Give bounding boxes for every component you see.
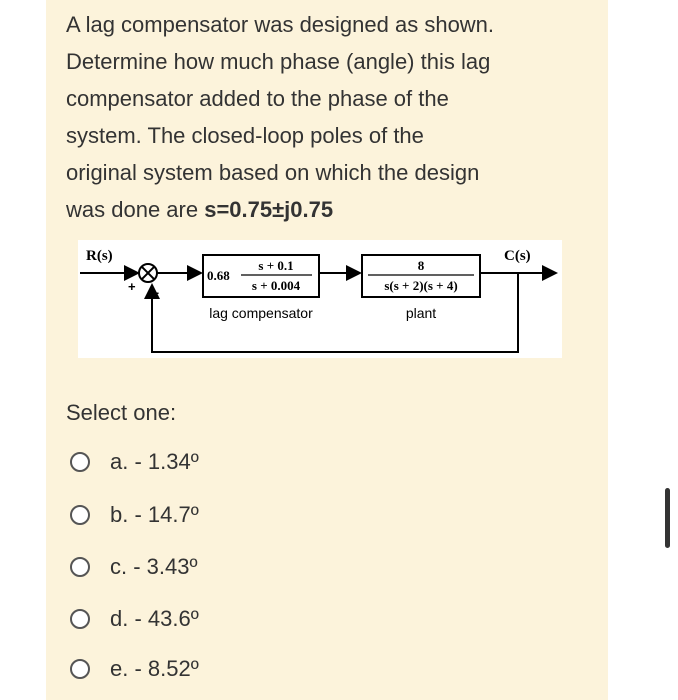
radio-button[interactable] bbox=[70, 557, 90, 577]
plant-numerator: 8 bbox=[417, 258, 425, 273]
block-diagram bbox=[78, 240, 562, 358]
compensator-denominator: s + 0.004 bbox=[251, 278, 301, 293]
radio-button[interactable] bbox=[70, 452, 90, 472]
scrollbar[interactable] bbox=[665, 488, 670, 548]
summing-junction bbox=[139, 264, 157, 282]
question-line: A lag compensator was designed as shown. bbox=[66, 12, 495, 37]
option-label[interactable]: e. - 8.52º bbox=[110, 656, 199, 681]
radio-button[interactable] bbox=[70, 659, 90, 679]
closed-loop-poles: s=0.75±j0.75 bbox=[204, 197, 334, 222]
question-line: system. The closed-loop poles of the bbox=[66, 123, 424, 148]
question-line bbox=[66, 191, 596, 228]
plus-sign: + bbox=[128, 279, 136, 294]
radio-button[interactable] bbox=[70, 505, 90, 525]
input-label: R(s) bbox=[86, 248, 113, 264]
minus-sign: − bbox=[151, 285, 160, 301]
radio-button[interactable] bbox=[70, 609, 90, 629]
question-line: Determine how much phase (angle) this lag bbox=[66, 49, 491, 74]
option-a[interactable] bbox=[70, 447, 199, 477]
select-one-prompt: Select one: bbox=[66, 400, 177, 425]
question-text bbox=[66, 6, 596, 228]
option-label[interactable]: a. - 1.34º bbox=[110, 449, 199, 474]
compensator-gain: 0.68 bbox=[207, 268, 230, 283]
compensator-label: lag compensator bbox=[209, 305, 313, 321]
option-label[interactable]: d. - 43.6º bbox=[110, 606, 199, 631]
plant-denominator: s(s + 2)(s + 4) bbox=[384, 278, 458, 293]
option-c[interactable] bbox=[70, 552, 198, 582]
option-label[interactable]: c. - 3.43º bbox=[110, 554, 198, 579]
question-line-text: was done are bbox=[66, 197, 205, 222]
question-line: original system based on which the design bbox=[66, 160, 480, 185]
question-line: compensator added to the phase of the bbox=[66, 86, 449, 111]
compensator-numerator: s + 0.1 bbox=[258, 258, 294, 273]
option-b[interactable] bbox=[70, 500, 199, 530]
option-label[interactable]: b. - 14.7º bbox=[110, 502, 199, 527]
output-label: C(s) bbox=[504, 248, 531, 264]
option-d[interactable] bbox=[70, 604, 199, 634]
option-e[interactable] bbox=[70, 654, 199, 684]
plant-label: plant bbox=[405, 305, 437, 321]
